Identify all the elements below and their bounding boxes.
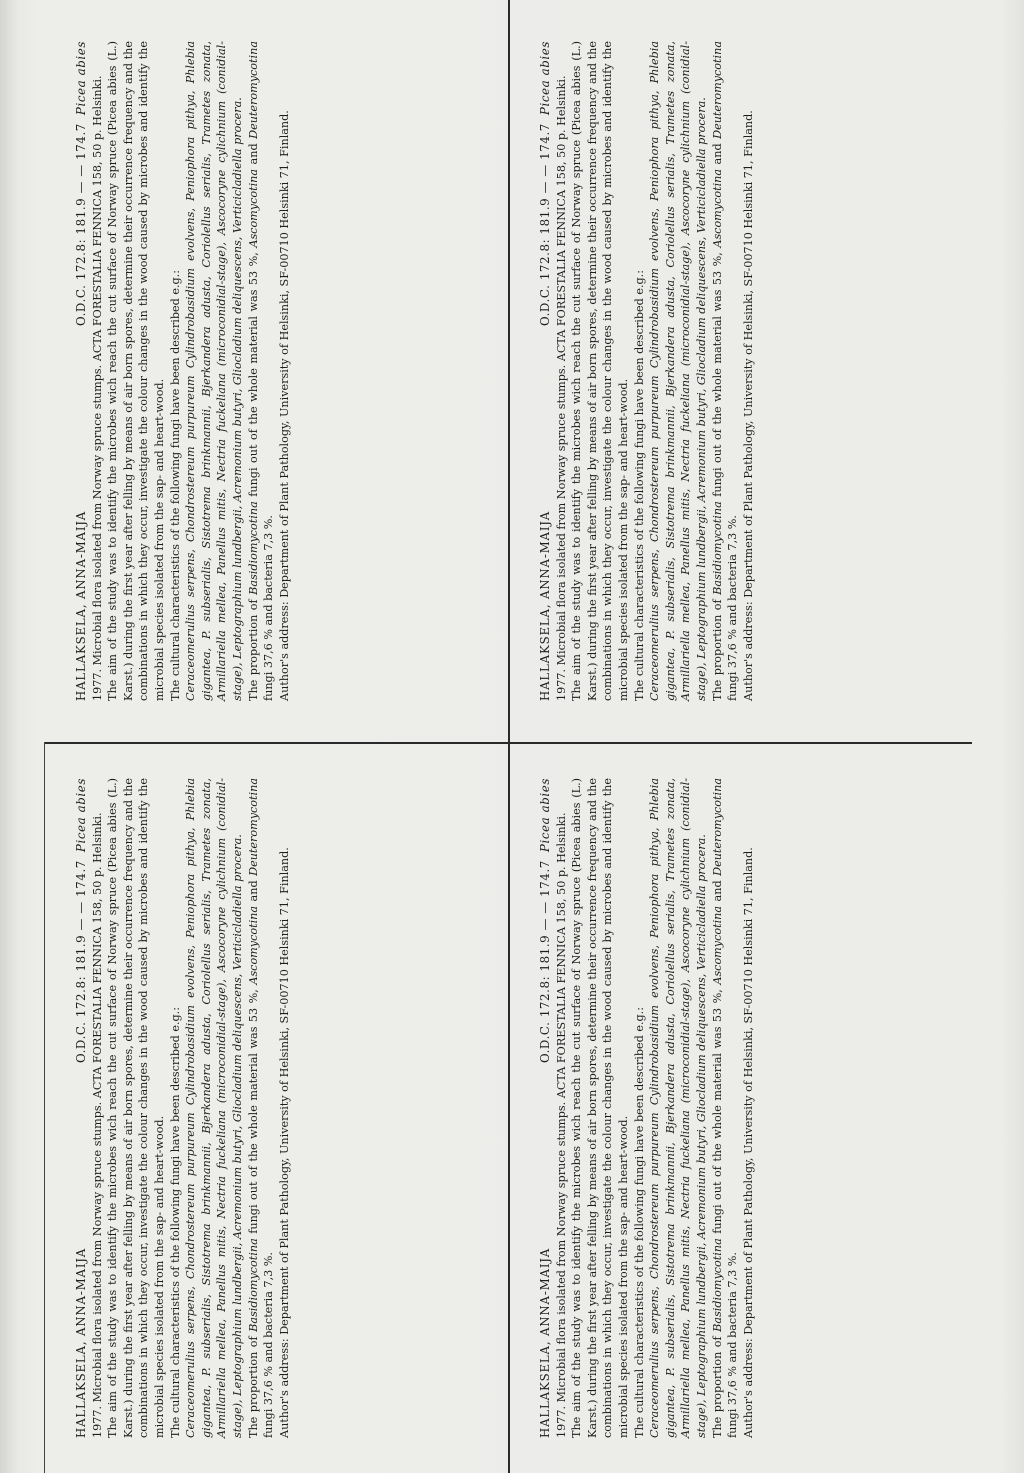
fungi-intro: The cultural characteristics of the following fungi have been described e.g.: bbox=[168, 269, 182, 701]
cut-line-vertical bbox=[508, 0, 510, 1473]
cut-line-horizontal-right bbox=[510, 742, 972, 744]
fungi-list: Ceraceomerulius serpens, Chondrostereum purpureum Cylindrobasidium evolvens, Peniophora pithya, Phlebia gigantea, P. subserialis, Sistotrema brinkmannii, Bjerkandera adusta, Coriolellus serialis, Trametes zonata, Armillariella mellea, Panellus mitis, Nectria fuckeliana (microconidial-stage), Ascocoryne cylichnium (conidial-stage), Leptographium lundbergii, Acremonium butyri, Gliocladium deliquescens, Verticicladiella procera. bbox=[184, 778, 244, 1438]
card-header bbox=[538, 778, 554, 1438]
card-header bbox=[74, 41, 90, 701]
citation: 1977. Microbial flora isolated from Norway spruce stumps. ACTA FORESTALIA FENNICA 158, 50 p. Helsinki. bbox=[90, 812, 104, 1438]
odc-code: O.D.C. 172.8: 181.9 — — 174.7 bbox=[538, 860, 552, 1063]
proportion-text: The proportion of Basidiomycotina fungi out of the whole material was 53 %, Ascomycotina and Deuteromycotina fungi 37,6 % and bacteria 7,3 %. bbox=[710, 778, 740, 1438]
abstract-text: The aim of the study was to identify the microbes wich reach the cut surface of Norway spruce (Picea abies (L.) Karst.) during the first year after felling by means of air born spores, determine their occurrence frequency and the combinations in which they occur, investigate the colour changes in the wood caused by microbes and identify the microbial species isolated from the sap- and heart-wood. bbox=[106, 778, 166, 1438]
odc-code: O.D.C. 172.8: 181.9 — — 174.7 bbox=[538, 123, 552, 326]
author-address: Author's address: Department of Plant Pathology, University of Helsinki, SF-00710 Helsinki 71, Finland. bbox=[741, 110, 755, 701]
fungi-intro: The cultural characteristics of the following fungi have been described e.g.: bbox=[168, 1006, 182, 1438]
fungi-list: Ceraceomerulius serpens, Chondrostereum purpureum Cylindrobasidium evolvens, Peniophora pithya, Phlebia gigantea, P. subserialis, Sistotrema brinkmannii, Bjerkandera adusta, Coriolellus serialis, Trametes zonata, Armillariella mellea, Panellus mitis, Nectria fuckeliana (microconidial-stage), Ascocoryne cylichnium (conidial-stage), Leptographium lundbergii, Acremonium butyri, Gliocladium deliquescens, Verticicladiella procera. bbox=[648, 778, 708, 1438]
citation: 1977. Microbial flora isolated from Norway spruce stumps. ACTA FORESTALIA FENNICA 158, 50 p. Helsinki. bbox=[554, 75, 568, 701]
fungi-intro: The cultural characteristics of the following fungi have been described e.g.: bbox=[632, 1006, 646, 1438]
author-name: HALLAKSELA, ANNA-MAIJA bbox=[538, 510, 552, 701]
author-address: Author's address: Department of Plant Pathology, University of Helsinki, SF-00710 Helsinki 71, Finland. bbox=[277, 847, 291, 1438]
abstract-card-bottom-left bbox=[74, 778, 484, 1438]
sheet-edge bbox=[44, 742, 45, 1473]
proportion-text: The proportion of Basidiomycotina fungi out of the whole material was 53 %, Ascomycotina and Deuteromycotina fungi 37,6 % and bacteria 7,3 %. bbox=[246, 41, 276, 701]
species-name: Picea abies bbox=[538, 41, 552, 116]
card-header bbox=[74, 778, 90, 1438]
abstract-card-top-right bbox=[538, 41, 948, 701]
proportion-text: The proportion of Basidiomycotina fungi out of the whole material was 53 %, Ascomycotina and Deuteromycotina fungi 37,6 % and bacteria 7,3 %. bbox=[710, 41, 740, 701]
species-name: Picea abies bbox=[538, 778, 552, 853]
species-name: Picea abies bbox=[74, 778, 88, 853]
odc-code: O.D.C. 172.8: 181.9 — — 174.7 bbox=[74, 860, 88, 1063]
abstract-card-bottom-right bbox=[538, 778, 948, 1438]
abstract-card-top-left bbox=[74, 41, 484, 701]
card-header bbox=[538, 41, 554, 701]
proportion-text: The proportion of Basidiomycotina fungi out of the whole material was 53 %, Ascomycotina and Deuteromycotina fungi 37,6 % and bacteria 7,3 %. bbox=[246, 778, 276, 1438]
odc-code: O.D.C. 172.8: 181.9 — — 174.7 bbox=[74, 123, 88, 326]
author-name: HALLAKSELA, ANNA-MAIJA bbox=[74, 510, 88, 701]
species-name: Picea abies bbox=[74, 41, 88, 116]
abstract-text: The aim of the study was to identify the microbes wich reach the cut surface of Norway spruce (Picea abies (L.) Karst.) during the first year after felling by means of air born spores, determine their occurrence frequency and the combinations in which they occur, investigate the colour changes in the wood caused by microbes and identify the microbial species isolated from the sap- and heart-wood. bbox=[106, 41, 166, 701]
fungi-list: Ceraceomerulius serpens, Chondrostereum purpureum Cylindrobasidium evolvens, Peniophora pithya, Phlebia gigantea, P. subserialis, Sistotrema brinkmannii, Bjerkandera adusta, Coriolellus serialis, Trametes zonata, Armillariella mellea, Panellus mitis, Nectria fuckeliana (microconidial-stage), Ascocoryne cylichnium (conidial-stage), Leptographium lundbergii, Acremonium butyri, Gliocladium deliquescens, Verticicladiella procera. bbox=[184, 41, 244, 701]
citation: 1977. Microbial flora isolated from Norway spruce stumps. ACTA FORESTALIA FENNICA 158, 50 p. Helsinki. bbox=[90, 75, 104, 701]
abstract-text: The aim of the study was to identify the microbes wich reach the cut surface of Norway spruce (Picea abies (L.) Karst.) during the first year after felling by means of air born spores, determine their occurrence frequency and the combinations in which they occur, investigate the colour changes in the wood caused by microbes and identify the microbial species isolated from the sap- and heart-wood. bbox=[570, 41, 630, 701]
author-address: Author's address: Department of Plant Pathology, University of Helsinki, SF-00710 Helsinki 71, Finland. bbox=[277, 110, 291, 701]
author-address: Author's address: Department of Plant Pathology, University of Helsinki, SF-00710 Helsinki 71, Finland. bbox=[741, 847, 755, 1438]
abstract-text: The aim of the study was to identify the microbes wich reach the cut surface of Norway spruce (Picea abies (L.) Karst.) during the first year after felling by means of air born spores, determine their occurrence frequency and the combinations in which they occur, investigate the colour changes in the wood caused by microbes and identify the microbial species isolated from the sap- and heart-wood. bbox=[570, 778, 630, 1438]
fungi-list: Ceraceomerulius serpens, Chondrostereum purpureum Cylindrobasidium evolvens, Peniophora pithya, Phlebia gigantea, P. subserialis, Sistotrema brinkmannii, Bjerkandera adusta, Coriolellus serialis, Trametes zonata, Armillariella mellea, Panellus mitis, Nectria fuckeliana (microconidial-stage), Ascocoryne cylichnium (conidial-stage), Leptographium lundbergii, Acremonium butyri, Gliocladium deliquescens, Verticicladiella procera. bbox=[648, 41, 708, 701]
author-name: HALLAKSELA, ANNA-MAIJA bbox=[74, 1247, 88, 1438]
author-name: HALLAKSELA, ANNA-MAIJA bbox=[538, 1247, 552, 1438]
citation: 1977. Microbial flora isolated from Norway spruce stumps. ACTA FORESTALIA FENNICA 158, 50 p. Helsinki. bbox=[554, 812, 568, 1438]
cut-line-horizontal-left bbox=[44, 742, 508, 744]
fungi-intro: The cultural characteristics of the following fungi have been described e.g.: bbox=[632, 269, 646, 701]
